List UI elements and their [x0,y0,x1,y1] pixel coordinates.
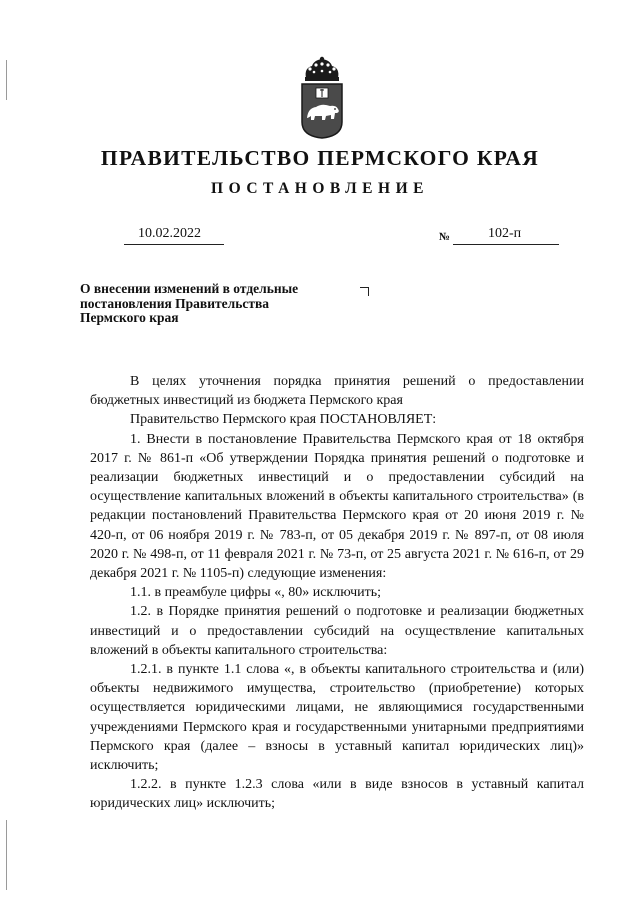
subject-line: О внесении изменений в отдельные [80,281,299,296]
body-paragraph: 1. Внести в постановление Правительства Пермского края от 18 октября 2017 г. № 861-п «Об утверждении Порядка принятия решений о подготовке и реализации бюджетных инвестиций и о предоставлении субсидий на осуществление капитальных вложений в объекты капитального строительства» (в редакции постановлений Правительства Пермского края от 20 июня 2019 г. № 420-п, от 06 ноября 2019 г. № 783-п, от 05 декабря 2019 г. № 897-п, от 08 июля 2020 г. № 498-п, от 11 февраля 2021 г. № 73-п, от 25 августа 2021 г. № 616-п, от 29 декабря 2021 г. № 1105-п) следующие изменения: [90,431,584,582]
document-subject [80,282,360,326]
scan-edge-mark [6,820,7,890]
body-paragraph: 1.2.1. в пункте 1.1 слова «, в объекты капитального строительства и (или) объекты недвижимого имущества, строительство (приобретение) которых осуществляется юридическими лицами, не являющимися государственными учреждениями Пермского края и государственными унитарными предприятиями Пермского края (далее – взносы в уставный капитал юридических лиц)» исключить; [90,662,584,774]
subject-corner-mark [360,287,369,296]
body-paragraph: 1.2.2. в пункте 1.2.3 слова «или в виде взносов в уставный капитал юридических лиц» исключить; [90,777,584,812]
document-number: 102-п [488,226,522,241]
body-paragraph: 1.1. в преамбуле цифры «, 80» исключить; [130,585,382,601]
organization-title: ПРАВИТЕЛЬСТВО ПЕРМСКОГО КРАЯ [100,146,540,170]
document-body [90,372,584,814]
subject-line: постановления Правительства [80,295,269,311]
shield-icon [302,84,342,138]
perm-krai-coat-of-arms-icon [296,56,348,140]
document-date: 10.02.2022 [138,226,201,241]
body-paragraph: В целях уточнения порядка принятия решений о предоставлении бюджетных инвестиций из бюджета Пермского края [90,374,584,409]
number-underline [453,244,559,245]
crown-icon [305,57,339,81]
number-sign: № [439,231,451,243]
body-paragraph: Правительство Пермского края ПОСТАНОВЛЯЕТ: [130,412,437,428]
subject-line: Пермского края [80,310,179,326]
document-type: ПОСТАНОВЛЕНИЕ [211,180,429,197]
date-underline [124,244,224,245]
body-paragraph: 1.2. в Порядке принятия решений о подготовке и реализации бюджетных инвестиций и о предоставлении субсидий на осуществление капитальных вложений в объекты капитального строительства: [90,604,584,658]
scan-edge-mark [6,60,7,100]
